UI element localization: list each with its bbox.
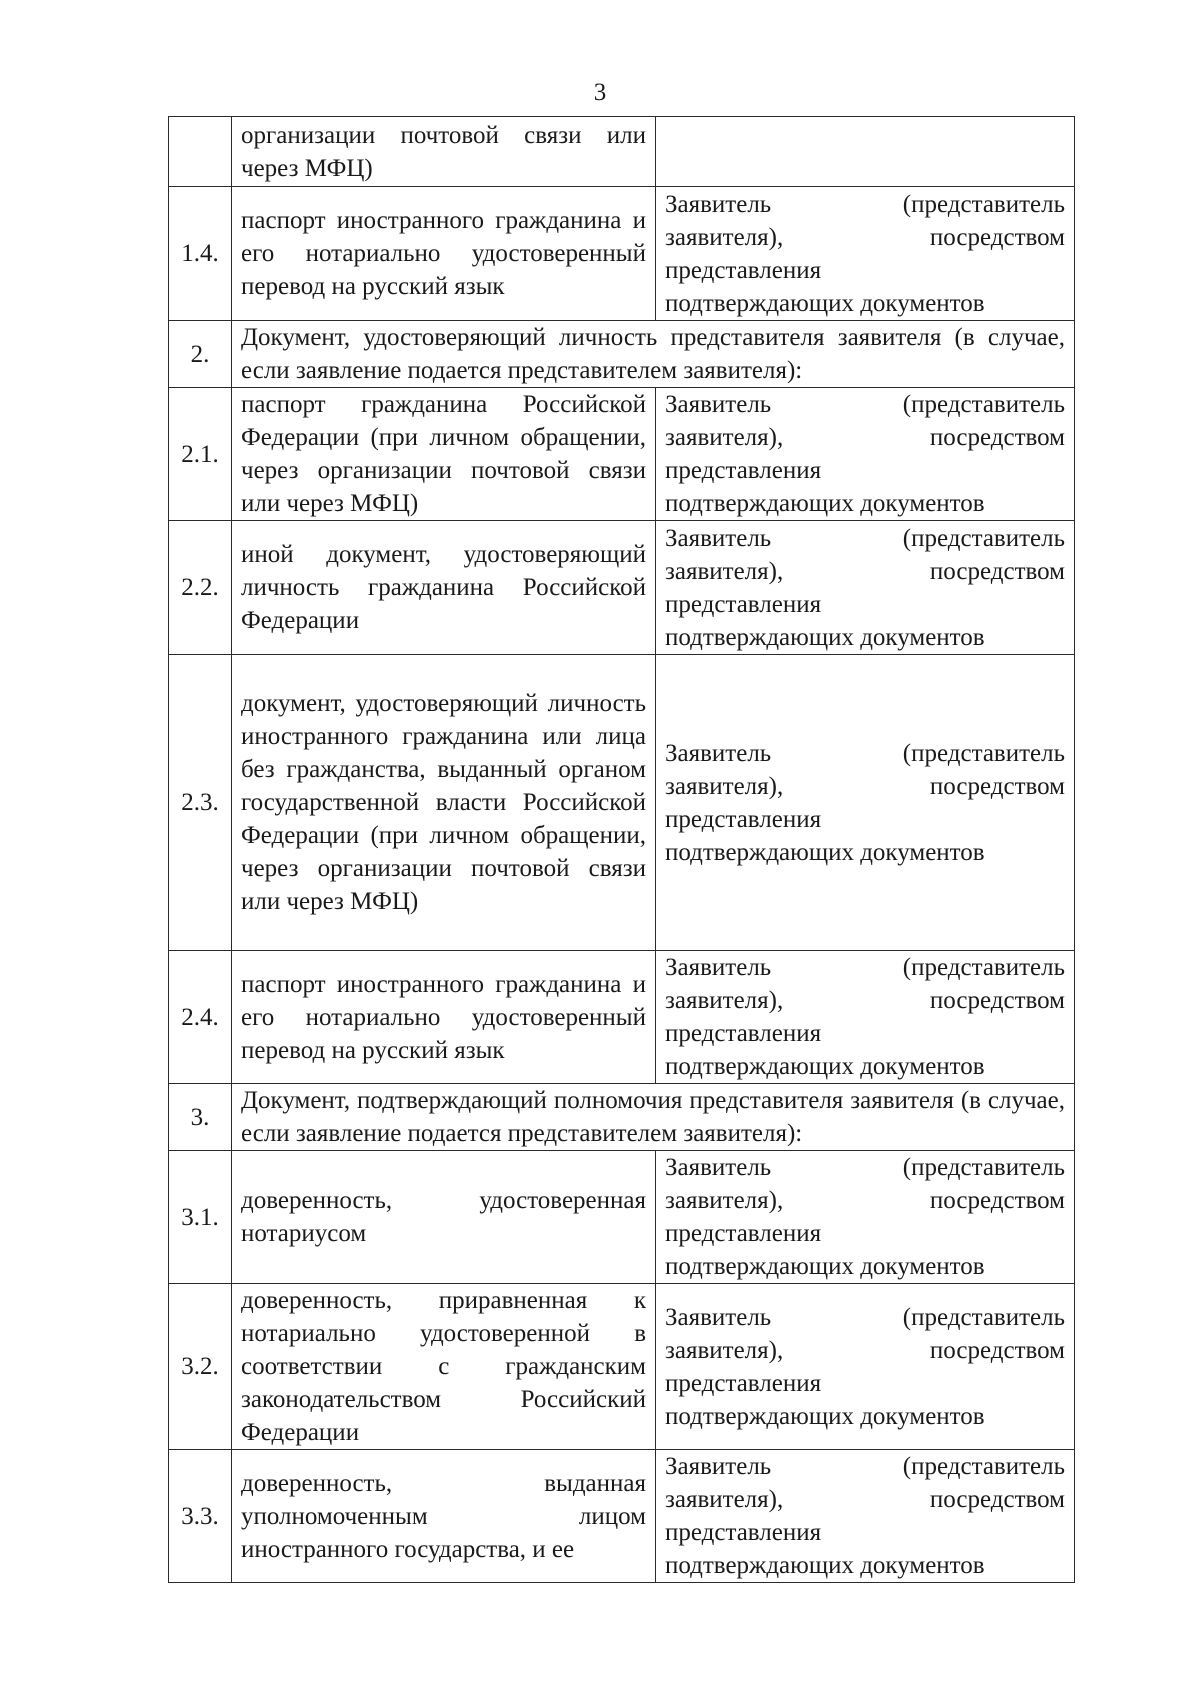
submitter-cell: Заявитель (представитель заявителя), посредством представления подтверждающих документов bbox=[656, 1284, 1075, 1450]
section-title: Документ, удостоверяющий личность представителя заявителя (в случае, если заявление подается представителем заявителя): bbox=[232, 321, 1075, 388]
submitter-cell: Заявитель (представитель заявителя), посредством представления подтверждающих документов bbox=[656, 1151, 1075, 1284]
page-number: 3 bbox=[593, 79, 607, 106]
table-row bbox=[169, 655, 1075, 951]
submitter-cell: Заявитель (представитель заявителя), посредством представления подтверждающих документов bbox=[656, 951, 1075, 1084]
table-row bbox=[169, 388, 1075, 521]
section-number: 2. bbox=[169, 321, 232, 388]
document-cell: паспорт гражданина Российской Федерации (при личном обращении, через организации почтовой связи или через МФЦ) bbox=[232, 388, 656, 521]
row-number: 3.1. bbox=[169, 1151, 232, 1284]
row-number bbox=[169, 117, 232, 187]
section-number: 3. bbox=[169, 1084, 232, 1151]
row-number: 3.3. bbox=[169, 1450, 232, 1583]
table-row bbox=[169, 1450, 1075, 1583]
documents-table bbox=[168, 116, 1075, 1583]
row-number: 1.4. bbox=[169, 187, 232, 321]
document-cell: доверенность, удостоверенная нотариусом bbox=[232, 1151, 656, 1284]
table-row bbox=[169, 951, 1075, 1084]
document-cell: иной документ, удостоверяющий личность гражданина Российской Федерации bbox=[232, 521, 656, 655]
row-number: 2.1. bbox=[169, 388, 232, 521]
section-row bbox=[169, 1084, 1075, 1151]
document-cell: документ, удостоверяющий личность иностранного гражданина или лица без гражданства, выданный органом государственной власти Российской Федерации (при личном обращении, через организации почтовой связи или через МФЦ) bbox=[232, 655, 656, 951]
document-cell: паспорт иностранного гражданина и его нотариально удостоверенный перевод на русский язык bbox=[232, 951, 656, 1084]
document-cell: организации почтовой связи или через МФЦ) bbox=[232, 117, 656, 187]
document-cell: паспорт иностранного гражданина и его нотариально удостоверенный перевод на русский язык bbox=[232, 187, 656, 321]
submitter-cell: Заявитель (представитель заявителя), посредством представления подтверждающих документов bbox=[656, 388, 1075, 521]
submitter-cell: Заявитель (представитель заявителя), посредством представления подтверждающих документов bbox=[656, 655, 1075, 951]
submitter-cell: Заявитель (представитель заявителя), посредством представления подтверждающих документов bbox=[656, 187, 1075, 321]
row-number: 2.2. bbox=[169, 521, 232, 655]
submitter-cell: Заявитель (представитель заявителя), посредством представления подтверждающих документов bbox=[656, 521, 1075, 655]
row-number: 3.2. bbox=[169, 1284, 232, 1450]
section-title: Документ, подтверждающий полномочия представителя заявителя (в случае, если заявление подается представителем заявителя): bbox=[232, 1084, 1075, 1151]
section-row bbox=[169, 321, 1075, 388]
table-row bbox=[169, 1284, 1075, 1450]
table-row bbox=[169, 117, 1075, 187]
submitter-cell: Заявитель (представитель заявителя), посредством представления подтверждающих документов bbox=[656, 1450, 1075, 1583]
table-row bbox=[169, 1151, 1075, 1284]
row-number: 2.4. bbox=[169, 951, 232, 1084]
table-row bbox=[169, 187, 1075, 321]
document-cell: доверенность, выданная уполномоченным лицом иностранного государства, и ее bbox=[232, 1450, 656, 1583]
table-row bbox=[169, 521, 1075, 655]
document-cell: доверенность, приравненная к нотариально удостоверенной в соответствии с гражданским законодательством Российский Федерации bbox=[232, 1284, 656, 1450]
submitter-cell bbox=[656, 117, 1075, 187]
row-number: 2.3. bbox=[169, 655, 232, 951]
